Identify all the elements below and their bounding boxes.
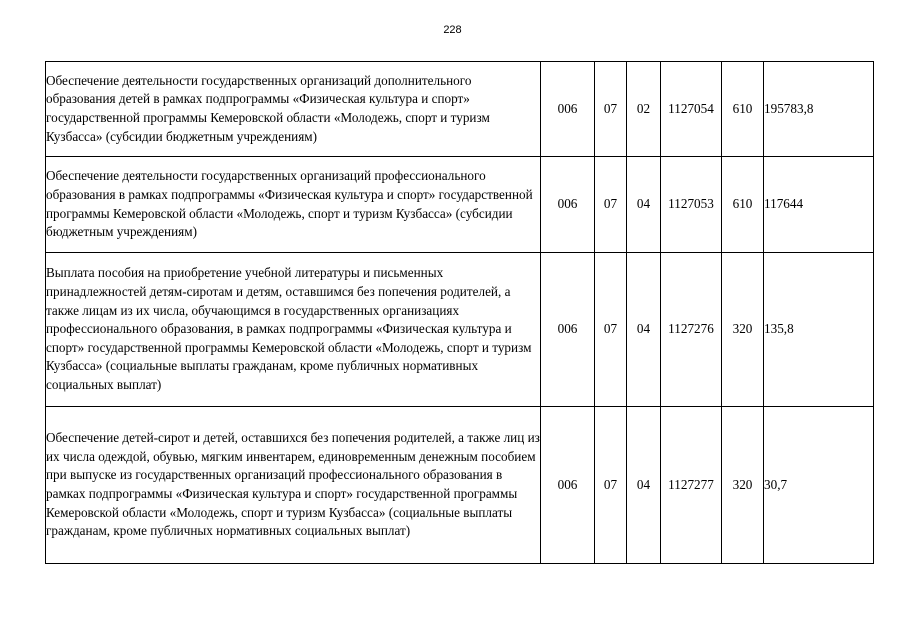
ministry-code: 006 (541, 62, 595, 157)
amount-value: 117644 (764, 157, 874, 253)
row-description: Обеспечение деятельности государственных организаций дополнительного образования детей в рамках подпрограммы «Физическая культура и спорт» государственной программы Кемеровской области «Молодежь, спорт и туризм Кузбасса» (субсидии бюджетным учреждениям) (46, 62, 541, 157)
target-article-code: 1127276 (661, 253, 722, 407)
expense-type-code: 320 (722, 407, 764, 564)
amount-value: 135,8 (764, 253, 874, 407)
row-description: Выплата пособия на приобретение учебной литературы и письменных принадлежностей детям-сиротам и детям, оставшимся без попечения родителей, а также лицам из их числа, обучающимся в государственных организациях профессионального образования, в рамках подпрограммы «Физическая культура и спорт» государственной программы Кемеровской области «Молодежь, спорт и туризм Кузбасса» (социальные выплаты гражданам, кроме публичных нормативных социальных выплат) (46, 253, 541, 407)
amount-value: 30,7 (764, 407, 874, 564)
table-row (46, 157, 874, 253)
expense-type-code: 320 (722, 253, 764, 407)
row-description: Обеспечение детей-сирот и детей, оставшихся без попечения родителей, а также лиц из их числа одеждой, обувью, мягким инвентарем, единовременным денежным пособием при выпуске из государственных организаций профессионального образования в рамках подпрограммы «Физическая культура и спорт» государственной программы Кемеровской области «Молодежь, спорт и туризм Кузбасса» (социальные выплаты гражданам, кроме публичных нормативных социальных выплат) (46, 407, 541, 564)
ministry-code: 006 (541, 407, 595, 564)
section-code: 07 (595, 157, 627, 253)
table-row (46, 62, 874, 157)
subsection-code: 02 (627, 62, 661, 157)
target-article-code: 1127277 (661, 407, 722, 564)
subsection-code: 04 (627, 157, 661, 253)
target-article-code: 1127053 (661, 157, 722, 253)
expense-type-code: 610 (722, 157, 764, 253)
subsection-code: 04 (627, 407, 661, 564)
ministry-code: 006 (541, 157, 595, 253)
table-row (46, 253, 874, 407)
section-code: 07 (595, 407, 627, 564)
subsection-code: 04 (627, 253, 661, 407)
page-number: 228 (443, 24, 462, 36)
expense-type-code: 610 (722, 62, 764, 157)
budget-table (45, 61, 874, 564)
ministry-code: 006 (541, 253, 595, 407)
row-description: Обеспечение деятельности государственных организаций профессионального образования в рамках подпрограммы «Физическая культура и спорт» государственной программы Кемеровской области «Молодежь, спорт и туризм Кузбасса» (субсидии бюджетным учреждениям) (46, 157, 541, 253)
section-code: 07 (595, 62, 627, 157)
table-row (46, 407, 874, 564)
amount-value: 195783,8 (764, 62, 874, 157)
section-code: 07 (595, 253, 627, 407)
target-article-code: 1127054 (661, 62, 722, 157)
